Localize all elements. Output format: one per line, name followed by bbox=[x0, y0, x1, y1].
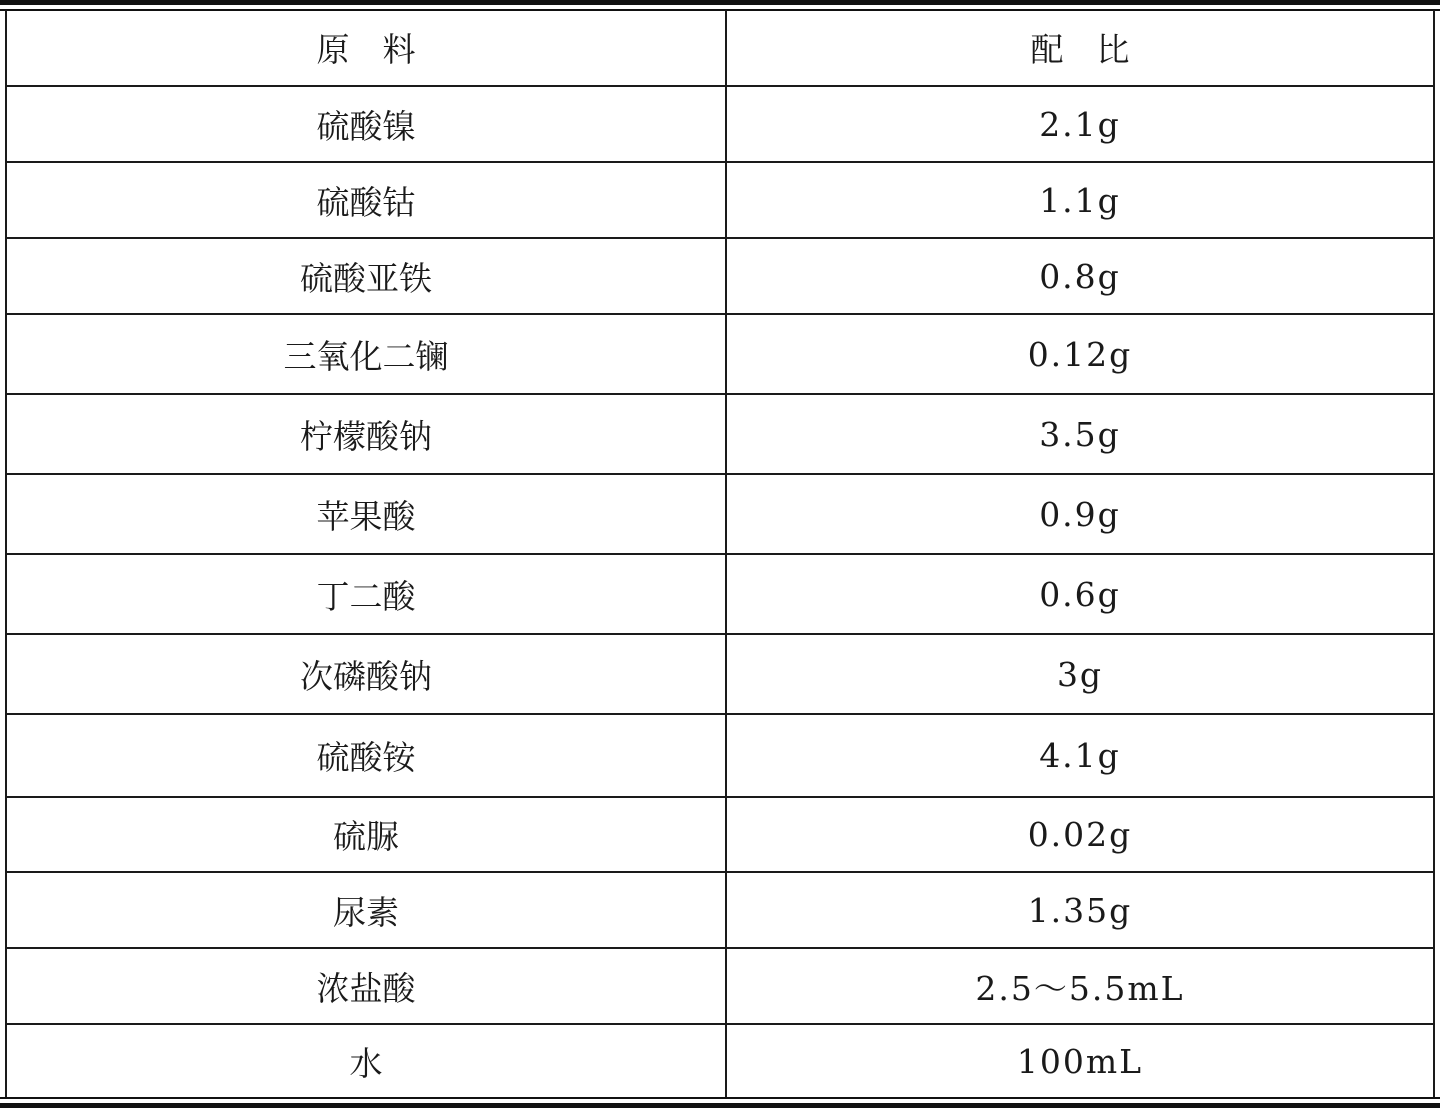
material-cell: 丁二酸 bbox=[6, 554, 726, 634]
table-row bbox=[6, 162, 1434, 238]
table-row bbox=[6, 1024, 1434, 1098]
top-rule-thick bbox=[0, 0, 1440, 5]
bottom-rule-thin bbox=[0, 1097, 1440, 1099]
ratio-cell: 1.1g bbox=[726, 162, 1434, 238]
table-row bbox=[6, 474, 1434, 554]
table-row bbox=[6, 797, 1434, 872]
table-row bbox=[6, 714, 1434, 797]
table-row bbox=[6, 554, 1434, 634]
ratio-cell: 2.5～5.5mL bbox=[726, 948, 1434, 1024]
material-cell: 硫酸镍 bbox=[6, 86, 726, 162]
ratio-cell: 4.1g bbox=[726, 714, 1434, 797]
ratio-cell: 0.8g bbox=[726, 238, 1434, 314]
table-row bbox=[6, 238, 1434, 314]
header-row bbox=[6, 10, 1434, 86]
ratio-cell: 3g bbox=[726, 634, 1434, 714]
table-row bbox=[6, 86, 1434, 162]
table-row bbox=[6, 872, 1434, 948]
header-ratio: 配 比 bbox=[726, 10, 1434, 86]
material-cell: 硫酸铵 bbox=[6, 714, 726, 797]
material-cell: 硫脲 bbox=[6, 797, 726, 872]
material-cell: 浓盐酸 bbox=[6, 948, 726, 1024]
material-cell: 次磷酸钠 bbox=[6, 634, 726, 714]
material-cell: 水 bbox=[6, 1024, 726, 1098]
ratio-cell: 2.1g bbox=[726, 86, 1434, 162]
ratio-cell: 0.02g bbox=[726, 797, 1434, 872]
table-row bbox=[6, 948, 1434, 1024]
material-cell: 硫酸亚铁 bbox=[6, 238, 726, 314]
table-row bbox=[6, 314, 1434, 394]
material-cell: 硫酸钴 bbox=[6, 162, 726, 238]
material-cell: 柠檬酸钠 bbox=[6, 394, 726, 474]
table-row bbox=[6, 634, 1434, 714]
ratio-cell: 3.5g bbox=[726, 394, 1434, 474]
ratio-cell: 0.9g bbox=[726, 474, 1434, 554]
ratio-cell: 0.12g bbox=[726, 314, 1434, 394]
header-material: 原 料 bbox=[6, 10, 726, 86]
material-cell: 三氧化二镧 bbox=[6, 314, 726, 394]
ratio-cell: 1.35g bbox=[726, 872, 1434, 948]
bottom-rule-thick bbox=[0, 1103, 1440, 1108]
material-cell: 苹果酸 bbox=[6, 474, 726, 554]
table-row bbox=[6, 394, 1434, 474]
ratio-cell: 0.6g bbox=[726, 554, 1434, 634]
material-cell: 尿素 bbox=[6, 872, 726, 948]
ratio-cell: 100mL bbox=[726, 1024, 1434, 1098]
formula-table bbox=[5, 10, 1435, 1099]
